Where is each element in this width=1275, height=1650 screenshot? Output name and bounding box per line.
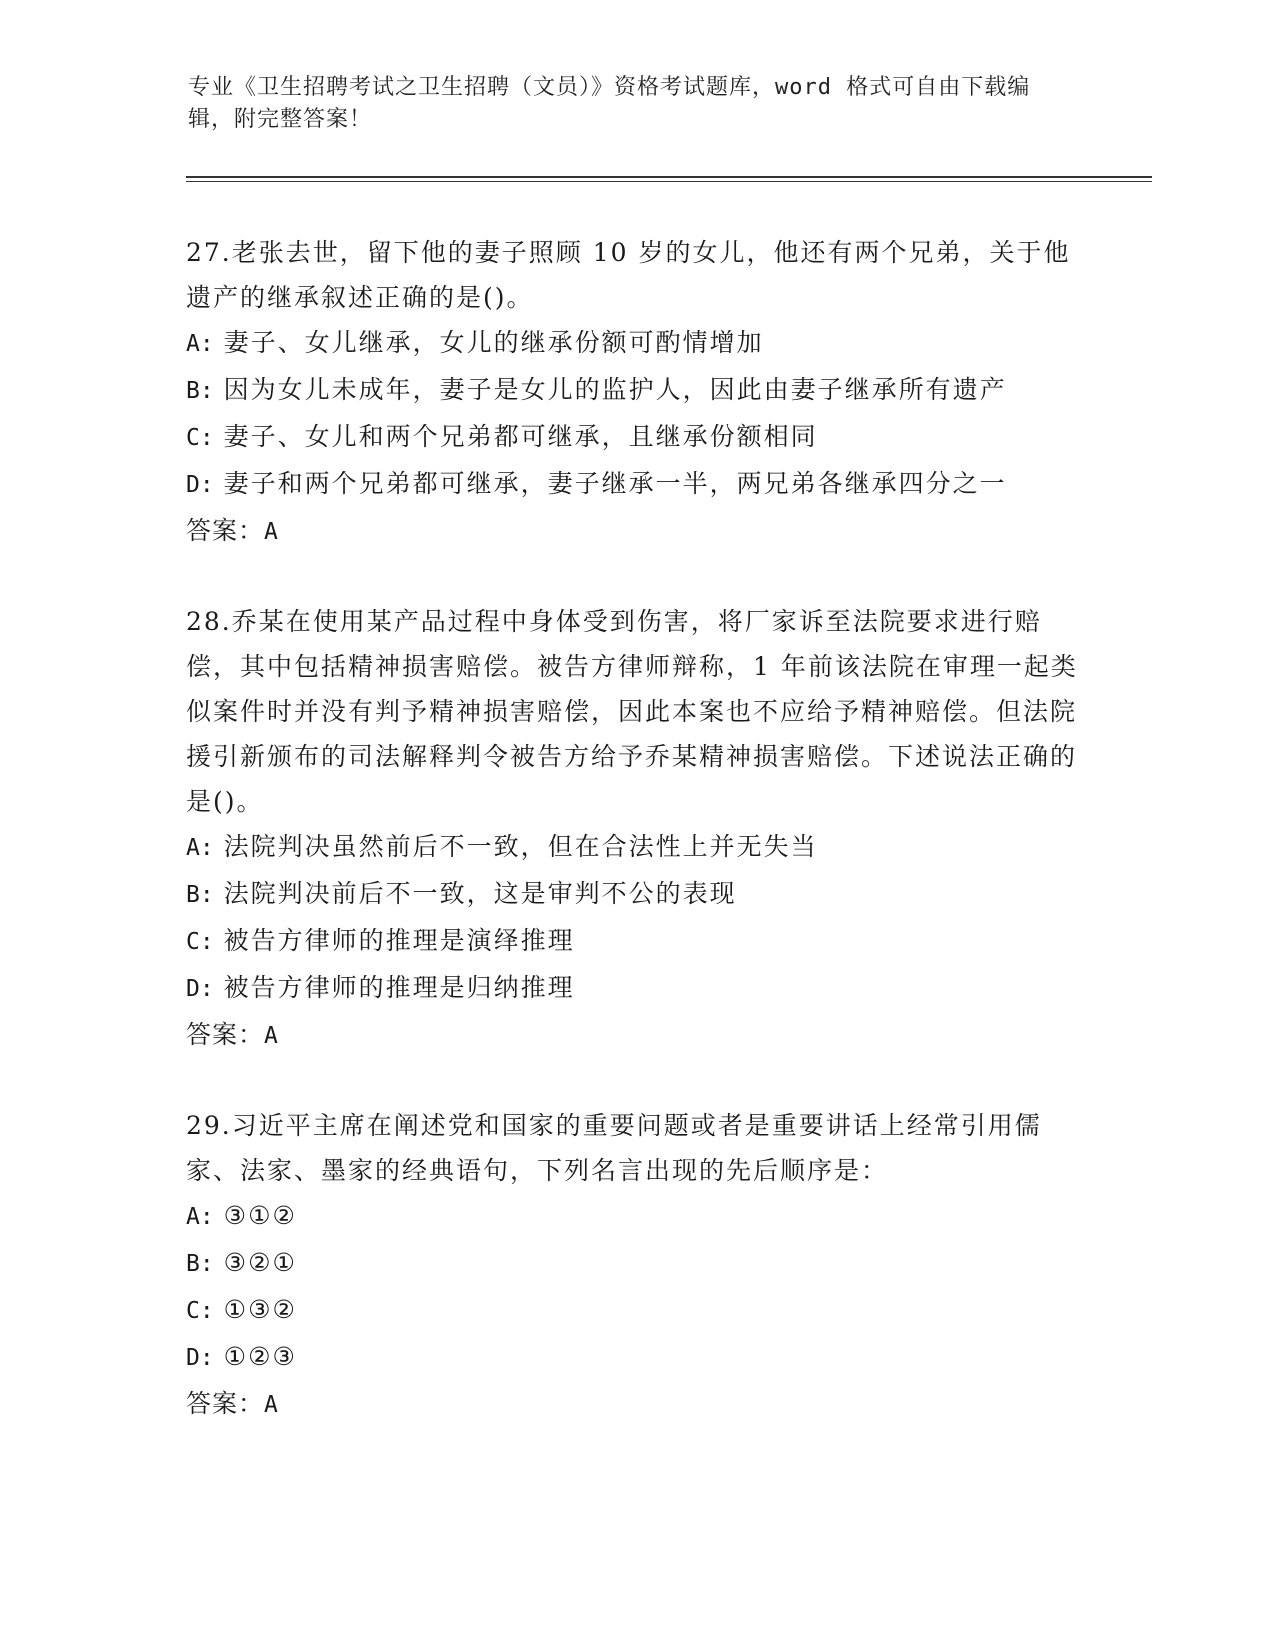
- answer-value: A: [264, 519, 279, 545]
- option-d: [186, 1334, 1086, 1381]
- option-a: [186, 1193, 1086, 1240]
- option-text: ③①②: [223, 1201, 297, 1230]
- header-divider: [186, 176, 1152, 178]
- option-c: [186, 918, 1086, 965]
- option-text: 因为女儿未成年，妻子是女儿的监护人，因此由妻子继承所有遗产: [223, 375, 1007, 404]
- answer-line: [186, 1381, 1086, 1428]
- answer-line: [186, 508, 1086, 555]
- option-text: 妻子、女儿和两个兄弟都可继承，且继承份额相同: [223, 422, 818, 451]
- answer-label: 答案：: [186, 516, 265, 545]
- answer-value: A: [264, 1392, 279, 1418]
- option-text: ①③②: [223, 1295, 297, 1324]
- option-letter: B:: [186, 882, 214, 908]
- option-text: 被告方律师的推理是归纳推理: [223, 973, 575, 1002]
- answer-label: 答案：: [186, 1020, 265, 1049]
- option-b: [186, 871, 1086, 918]
- option-letter: B:: [186, 1251, 214, 1277]
- option-letter: C:: [186, 425, 214, 451]
- option-text: 法院判决虽然前后不一致，但在合法性上并无失当: [223, 832, 818, 861]
- option-letter: A:: [186, 1204, 214, 1230]
- question-stem: 29.习近平主席在阐述党和国家的重要问题或者是重要讲话上经常引用儒家、法家、墨家的经典语句，下列名言出现的先后顺序是：: [186, 1111, 1042, 1185]
- option-letter: A:: [186, 331, 214, 357]
- option-letter: C:: [186, 1298, 214, 1324]
- option-a: [186, 320, 1086, 367]
- option-text: 妻子和两个兄弟都可继承，妻子继承一半，两兄弟各继承四分之一: [223, 469, 1007, 498]
- document-header: 专业《卫生招聘考试之卫生招聘（文员）》资格考试题库，word 格式可自由下载编辑，附完整答案！: [188, 75, 1031, 132]
- option-text: 妻子、女儿继承，女儿的继承份额可酌情增加: [223, 328, 764, 357]
- question-stem: 28.乔某在使用某产品过程中身体受到伤害，将厂家诉至法院要求进行赔偿，其中包括精神损害赔偿。被告方律师辩称，1 年前该法院在审理一起类似案件时并没有判予精神损害赔偿，因此本案也不应给予精神赔偿。但法院援引新颁布的司法解释判令被告方给予乔某精神损害赔偿。下述说法正确的是()。: [186, 607, 1078, 816]
- option-text: ③②①: [223, 1248, 297, 1277]
- option-d: [186, 965, 1086, 1012]
- option-letter: B:: [186, 378, 214, 404]
- answer-label: 答案：: [186, 1389, 265, 1418]
- option-text: 法院判决前后不一致，这是审判不公的表现: [223, 879, 737, 908]
- option-b: [186, 367, 1086, 414]
- option-text: 被告方律师的推理是演绎推理: [223, 926, 575, 955]
- question-list: [186, 230, 1086, 1472]
- option-letter: D:: [186, 472, 214, 498]
- option-c: [186, 1287, 1086, 1334]
- option-a: [186, 824, 1086, 871]
- question-29: [186, 1103, 1086, 1428]
- answer-value: A: [264, 1023, 279, 1049]
- option-letter: A:: [186, 835, 214, 861]
- option-c: [186, 414, 1086, 461]
- question-stem: 27.老张去世，留下他的妻子照顾 10 岁的女儿，他还有两个兄弟，关于他遗产的继承叙述正确的是()。: [186, 238, 1071, 312]
- option-letter: D:: [186, 1345, 214, 1371]
- question-27: [186, 230, 1086, 555]
- option-d: [186, 461, 1086, 508]
- header-divider-thin: [186, 181, 1152, 182]
- option-letter: D:: [186, 976, 214, 1002]
- option-letter: C:: [186, 929, 214, 955]
- answer-line: [186, 1012, 1086, 1059]
- option-text: ①②③: [223, 1342, 297, 1371]
- option-b: [186, 1240, 1086, 1287]
- question-28: [186, 599, 1086, 1059]
